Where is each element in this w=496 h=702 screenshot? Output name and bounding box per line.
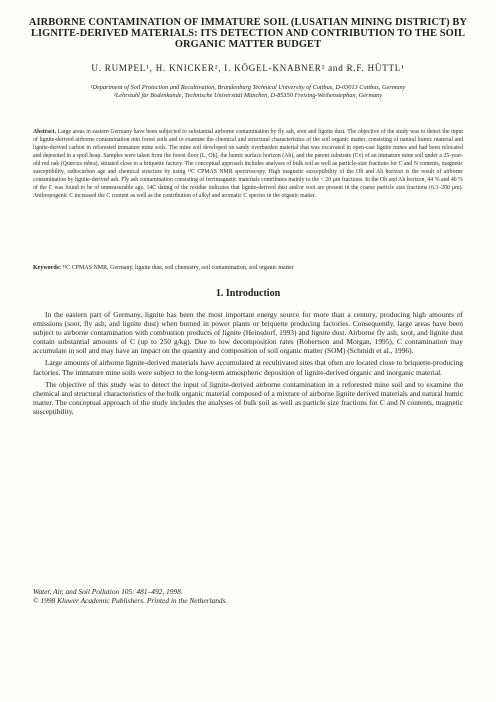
journal-citation: Water, Air, and Soil Pollution 105: 481–492, 1998. bbox=[33, 587, 183, 596]
paragraph: Large amounts of airborne lignite-derived materials have accumulated at recultivated sites that often are located close to briquette-producing factories. The immature mine soils were subject to the long-term atmospheric deposition of lignite-derived organic and inorganic material. bbox=[33, 358, 463, 377]
keywords-text: ¹³C CPMAS NMR, Germany, lignite dust, soil chemistry, soil contamination, soil organic matter bbox=[62, 265, 294, 271]
introduction-body bbox=[33, 310, 463, 419]
journal-footer bbox=[33, 587, 463, 605]
abstract-label: Abstract. bbox=[33, 129, 57, 135]
affiliation-2: ²Lehrstuhl für Bodenkunde, Technische Universität München, D-85350 Freising-Weihenstephan, Germany bbox=[113, 92, 383, 99]
paragraph: The objective of this study was to detect the input of lignite-derived airborne contamination in a reforested mine soil and to examine the chemical and structural characteristics of the bulk organic material composed of a mixture of airborne lignite derived materials and natural humic matter. The conceptual approach of the study includes the analyses of bulk soil as well as particle size fractions for C and N contents, magnetic susceptibility, bbox=[33, 379, 463, 416]
keywords bbox=[33, 264, 463, 272]
affiliation-1: ¹Department of Soil Protection and Recultivation, Brandenburg Technical University of Cottbus, D-03013 Cottbus, Germany bbox=[90, 84, 406, 91]
paragraph: In the eastern part of Germany, lignite has been the most important energy source for more than a century, producing high amounts of emissions (soot, fly ash, and lignite dust) when burned in power plants or briquette producing factories. Consequently, large areas have been subject to airborne contamination with combustion products of lignite (Heinsdorf, 1993) and lignite dust. Airborne fly ash, soot, and lignite dust contain substantial amounts of C (up to 250 g/kg). Due to low decomposition rates (Robertson and Morgan, 1995), C contamination may accumulate in soil and may have an impact on the quantity and composition of soil organic matter (SOM) (Schmidt et al., 1996). bbox=[33, 310, 463, 356]
abstract-text: Large areas in eastern Germany have been subjected to substantial airborne contamination by fly ash, soot and lignite dust. The objective of the study was to detect the input of lignite-derived airborne contamination into forest soils and to examine the chemical and structural characteristics of the soil organic matter, consisting of natural humic material and lignite-derived carbon in reforested immature mine soils. The mine soil developed on sandy overburden material that was excavated in open-cast lignite mines and had been relocated and deposited in a spoil heap. Samples were taken from the forest floor (L, Oh), the humic surface horizon (Ah), and the parent substrate (Cv) of an immature mine soil under a 25-year-old red oak (Quercus rubra), situated close to a briquette factory. The conceptual approach includes analyses of bulk soil as well as particle-size fractions for C and N contents, magnetic susceptibility, radiocarbon age and chemical structure by using ¹³C CPMAS NMR spectroscopy. High magnetic susceptibility of the Oh and Ah horizon is the result of airborne contamination by lignite-derived ash. Fly ash contamination consisting of ferrimagnetic materials contributes mainly to the < 20 µm fractions. In the Oh and Ah horizon, 44 % and 40 % of the C was found to be of unmeasurable age. 14C dating of the residue indicates that lignite-derived dust and/or soot are present in the coarse particle size fractions (6.3–200 µm). Anthropogenic C increased the C content as well as the contribution of alkyl and aromatic C species in the organic matter. bbox=[33, 129, 463, 199]
copyright: © 1998 Kluwer Academic Publishers. Printed in the Netherlands. bbox=[33, 596, 228, 605]
keywords-label: Keywords: bbox=[33, 265, 61, 271]
section-heading: 1. Introduction bbox=[215, 288, 281, 299]
paper-title: AIRBORNE CONTAMINATION OF IMMATURE SOIL (LUSATIAN MINING DISTRICT) BY LIGNITE-DERIVED MATERIALS: ITS DETECTION AND CONTRIBUTION TO THE SOIL ORGANIC MATTER BUDGET bbox=[28, 17, 468, 50]
abstract bbox=[33, 128, 463, 200]
author-list: U. RUMPEL¹, H. KNICKER², I. KÖGEL-KNABNER² and R.F. HÜTTL¹ bbox=[91, 63, 405, 73]
affiliations bbox=[30, 84, 466, 100]
